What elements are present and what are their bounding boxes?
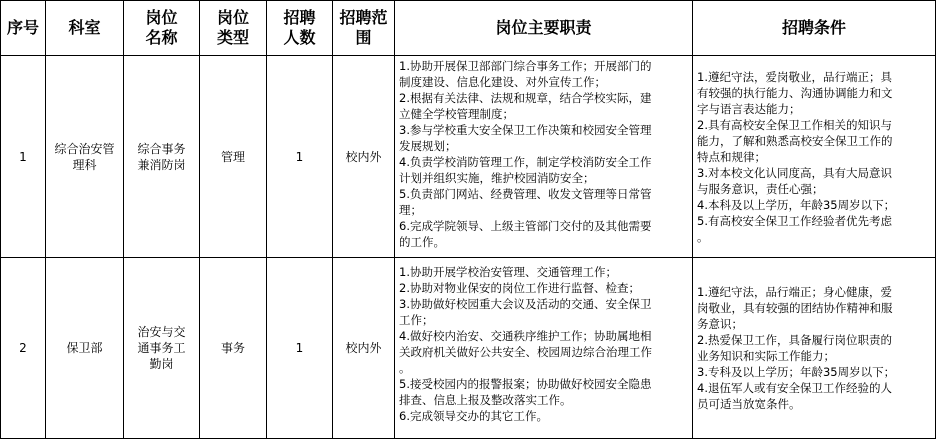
requirement-line: 业务知识和实际工作能力；	[697, 349, 835, 363]
duty-line: 2.根据有关法律、法规和规章，结合学校实际，建	[399, 91, 652, 105]
header-post-name: 岗位名称	[124, 1, 200, 56]
cell-dept: 保卫部	[46, 258, 124, 439]
cell-count: 1	[267, 258, 333, 439]
duty-line: 排查、信息上报及整改落实工作。	[399, 393, 572, 407]
requirement-line: 字与语言表达能力；	[697, 101, 801, 116]
cell-post-name: 综合事务兼消防岗	[124, 56, 200, 258]
cell-scope: 校内外	[333, 56, 395, 258]
requirement-line: 2.具有高校安全保卫工作相关的知识与	[697, 117, 892, 132]
requirement-line: 特点和规律；	[697, 149, 766, 164]
duty-line: 理；	[399, 203, 422, 217]
duty-line: 工作；	[399, 313, 434, 327]
duty-line: 2.协助对物业保安的岗位工作进行监督、检查；	[399, 281, 640, 295]
header-duties: 岗位主要职责	[395, 1, 693, 56]
cell-post-type: 事务	[200, 258, 267, 439]
requirement-line: 1.遵纪守法，品行端正；身心健康，爱	[697, 285, 892, 299]
duty-line: 。	[399, 361, 411, 375]
duty-line: 4.做好校内治安、交通秩序维护工作；协助属地相	[399, 329, 652, 343]
cell-requirements	[693, 258, 936, 439]
duty-line: 发展规划；	[399, 139, 457, 153]
duty-line: 6.完成领导交办的其它工作。	[399, 409, 548, 423]
requirement-line: 5.有高校安全保卫工作经验者优先考虑	[697, 213, 892, 228]
requirement-line: 4.退伍军人或有安全保卫工作经验的人	[697, 381, 892, 395]
requirement-line: 1.遵纪守法，爱岗敬业，品行端正；具	[697, 69, 892, 84]
cell-requirements	[693, 56, 936, 258]
duty-line: 1.协助开展学校治安管理、交通管理工作；	[399, 265, 617, 279]
table-row	[1, 56, 936, 258]
header-post-type: 岗位类型	[200, 1, 267, 56]
duty-line: 3.协助做好校园重大会议及活动的交通、安全保卫	[399, 297, 652, 311]
duty-line: 制度建设、信息化建设、对外宣传工作；	[399, 75, 606, 89]
requirement-line: 有较强的执行能力、沟通协调能力和文	[697, 85, 893, 100]
duty-line: 6.完成学院领导、上级主管部门交付的及其他需要	[399, 219, 652, 233]
duty-line: 5.接受校园内的报警报案；协助做好校园安全隐患	[399, 377, 652, 391]
duty-line: 5.负责部门网站、经费管理、收发文管理等日常管	[399, 187, 652, 201]
cell-scope: 校内外	[333, 258, 395, 439]
cell-seq: 2	[1, 258, 46, 439]
requirement-line: 务意识；	[697, 317, 743, 331]
header-scope: 招聘范围	[333, 1, 395, 56]
requirement-line: 。	[697, 229, 709, 244]
requirement-line: 岗敬业，具有较强的团结协作精神和服	[697, 301, 893, 315]
duty-line: 3.参与学校重大安全保卫工作决策和校园安全管理	[399, 123, 652, 137]
table-row	[1, 258, 936, 439]
cell-seq: 1	[1, 56, 46, 258]
header-count: 招聘人数	[267, 1, 333, 56]
duty-line: 计划并组织实施，维护校园消防安全；	[399, 171, 595, 185]
duty-line: 关政府机关做好公共安全、校园周边综合治理工作	[399, 345, 652, 359]
duty-line: 的工作。	[399, 235, 445, 249]
cell-dept: 综合治安管理科	[46, 56, 124, 258]
cell-post-type: 管理	[200, 56, 267, 258]
header-dept: 科室	[46, 1, 124, 56]
duty-line: 1.协助开展保卫部部门综合事务工作；开展部门的	[399, 59, 652, 73]
cell-count: 1	[267, 56, 333, 258]
duty-line: 立健全学校管理制度；	[399, 107, 514, 121]
requirement-line: 与服务意识，责任心强；	[697, 181, 824, 196]
requirement-line: 员可适当放宽条件。	[697, 397, 801, 411]
header-requirements: 招聘条件	[693, 1, 936, 56]
header-row	[1, 1, 936, 56]
header-seq: 序号	[1, 1, 46, 56]
duty-line: 4.负责学校消防管理工作，制定学校消防安全工作	[399, 155, 652, 169]
cell-post-name: 治安与交通事务工勤岗	[124, 258, 200, 439]
requirement-line: 2.热爱保卫工作，具备履行岗位职责的	[697, 333, 892, 347]
cell-duties	[395, 258, 693, 439]
cell-duties	[395, 56, 693, 258]
requirement-line: 4.本科及以上学历，年龄35周岁以下；	[697, 197, 896, 212]
requirement-line: 能力，了解和熟悉高校安全保卫工作的	[697, 133, 893, 148]
requirement-line: 3.专科及以上学历；年龄35周岁以下；	[697, 365, 896, 379]
requirement-line: 3.对本校文化认同度高，具有大局意识	[697, 165, 892, 180]
